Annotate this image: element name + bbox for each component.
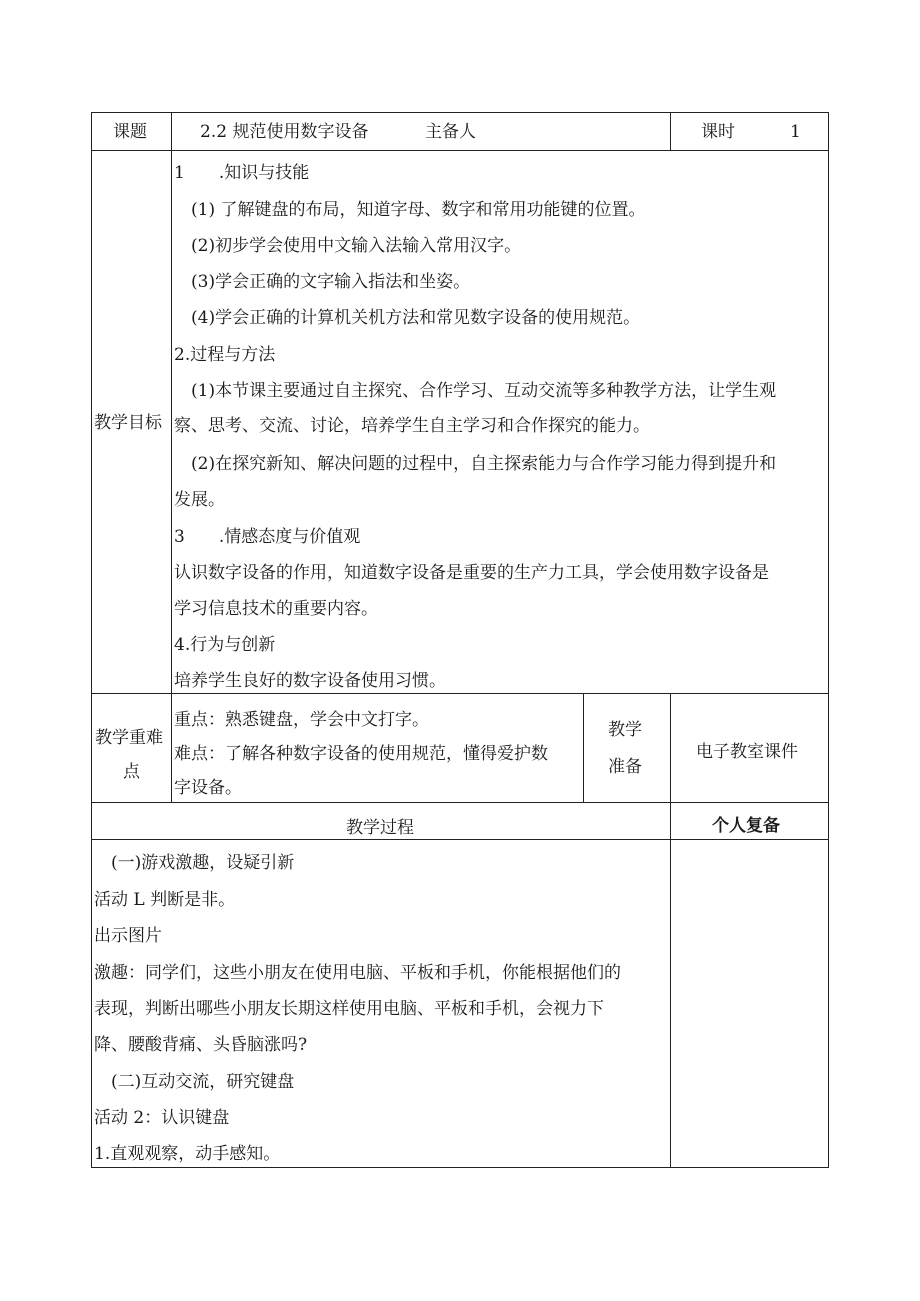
objectives-line: (4)学会正确的计算机关机方法和常见数字设备的使用规范。 xyxy=(174,308,641,328)
row-divider-header xyxy=(92,150,828,151)
row-divider-objectives xyxy=(92,693,828,694)
process-line: (二)互动交流，研究键盘 xyxy=(94,1072,295,1092)
keypoints-line: 难点：了解各种数字设备的使用规范，懂得爱护数 xyxy=(174,744,548,764)
keypoints-label-line1: 教学重难 xyxy=(95,728,163,748)
process-line: 表现，判断出哪些小朋友长期这样使用电脑、平板和手机，会视力下 xyxy=(94,999,604,1019)
process-header: 教学过程 xyxy=(346,818,414,838)
process-line: 出示图片 xyxy=(94,926,162,946)
keypoints-label-line2: 点 xyxy=(123,762,140,782)
lesson-plan-table xyxy=(91,112,829,1168)
keypoints-line: 重点：熟悉键盘，学会中文打字。 xyxy=(174,710,429,730)
objectives-line: (3)学会正确的文字输入指法和坐姿。 xyxy=(174,272,471,292)
objectives-line: 4.行为与创新 xyxy=(174,635,276,655)
objectives-line: (2)初步学会使用中文输入法输入常用汉字。 xyxy=(174,236,522,256)
objectives-line: 1 .知识与技能 xyxy=(174,163,310,183)
col-divider-hours xyxy=(670,113,671,150)
keypoints-line: 字设备。 xyxy=(174,778,242,798)
hours-value: 1 xyxy=(790,122,801,142)
prep-value: 电子教室课件 xyxy=(696,742,798,762)
process-line: 激趣：同学们，这些小朋友在使用电脑、平板和手机，你能根据他们的 xyxy=(94,963,621,983)
objectives-line: (2)在探究新知、解决问题的过程中，自主探索能力与合作学习能力得到提升和 xyxy=(174,454,777,474)
topic-value: 2.2 规范使用数字设备 xyxy=(200,122,369,142)
hours-label: 课时 xyxy=(701,122,735,142)
objectives-line: 2.过程与方法 xyxy=(174,345,276,365)
col-divider-prep-label xyxy=(583,693,584,802)
process-line: 降、腰酸背痛、头昏脑涨吗? xyxy=(94,1035,308,1055)
prep-label-line2: 准备 xyxy=(608,757,642,777)
objectives-line: (1)本节课主要通过自主探究、合作学习、互动交流等多种教学方法，让学生观 xyxy=(174,381,777,401)
process-line: 1.直观观察，动手感知。 xyxy=(94,1144,281,1164)
topic-label: 课题 xyxy=(113,122,147,142)
objectives-line: 学习信息技术的重要内容。 xyxy=(174,599,378,619)
process-line: 活动 2：认识键盘 xyxy=(94,1108,230,1128)
row-divider-keypoints xyxy=(92,802,828,803)
objectives-line: 3 .情感态度与价值观 xyxy=(174,527,361,547)
objectives-line: (1) 了解键盘的布局，知道字母、数字和常用功能键的位置。 xyxy=(174,200,646,220)
col-divider-label xyxy=(171,113,172,802)
col-divider-personal xyxy=(670,693,671,1167)
objectives-line: 发展。 xyxy=(174,490,225,510)
objectives-line: 察、思考、交流、讨论，培养学生自主学习和合作探究的能力。 xyxy=(174,416,650,436)
objectives-line: 认识数字设备的作用，知道数字设备是重要的生产力工具，学会使用数字设备是 xyxy=(174,563,769,583)
objectives-label: 教学目标 xyxy=(94,413,162,433)
objectives-line: 培养学生良好的数字设备使用习惯。 xyxy=(174,671,446,691)
process-line: 活动 L 判断是非。 xyxy=(94,890,236,910)
row-divider-process-header xyxy=(92,839,828,840)
personal-prep-header: 个人复备 xyxy=(712,816,780,836)
process-line: (一)游戏激趣，设疑引新 xyxy=(94,853,295,873)
prep-label-line1: 教学 xyxy=(608,720,642,740)
preparer-label: 主备人 xyxy=(425,122,476,142)
